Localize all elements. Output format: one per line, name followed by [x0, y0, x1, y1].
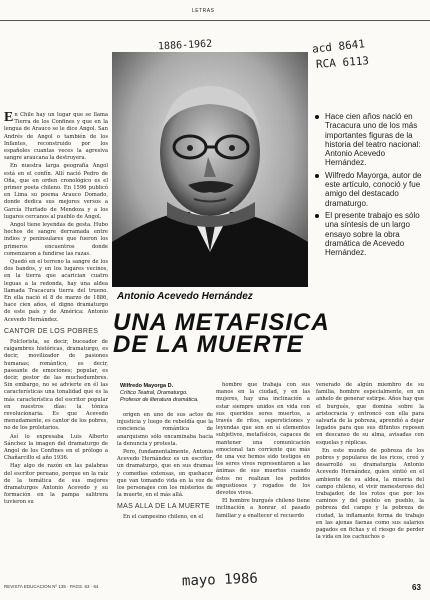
article-column-3: hombre que trabaja con sus manos en la ciudad, y en las mujeres, hay una inclinación a estar siempre unidos en vida con sus queridos seres muertos, a través de ritos, supersticiones y leyendas que son en sí elementos subjetivos, metafísicos, capaces de mantener una comunicación emocional tan corriente que más de una vez hemos sido testigos en los seres vivos representaron a las ánimas de sus muertos cuando éstos no realizan los pedidos angustiosos y rogados de los devotos vivos. El hombre burgués chileno tiene inclinación a honrar el pasado familiar y a enaltecer el recuerdo: [216, 382, 310, 519]
article-column-4: venerado de algún miembro de su familia, hombre especialmente, en un anhelo de generar estirpe. Años hay que el burgués, que domina sobre la aristocracia y entroncó con ella para salvarla de la pobreza, aprendió a dejar legados para que sus difuntos reposen en descanso de su alma, avisadas con esquelas y réplicas. En este mundo de pobreza de los pobres y populares de los ricos, creó y desarrolló su dramaturgia Antonio Acevedo Hernández, quien sintió en el ambiente de su aldea, la miseria del campo chileno, el vivir menesteroso del trabajador, de los rotos que por los caminos y del pueblo en pueblo, la pobreza del campo y la pobreza de ciudad, la inflamante forma de trabajo en las ajenas faenas como sus salarios pagados en fichas y el riesgo de perder la vida en los cachuchos o: [316, 382, 424, 541]
section-subhead: MAS ALLA DE LA MUERTE: [117, 503, 210, 511]
footer-text: REVISTA EDUCACION Nº 135 · PAGS. 63 · 64: [4, 584, 99, 589]
headline-line-2: DE LA MUERTE: [113, 331, 304, 358]
page-header: [0, 0, 430, 21]
byline: [120, 383, 199, 404]
handwritten-code-2: RCA 6113: [315, 54, 370, 71]
bullet-icon: [315, 174, 319, 178]
handwritten-years: 1886-1962: [157, 38, 213, 53]
handwritten-date: mayo 1986: [181, 570, 259, 590]
author-role: Profesor de literatura dramática.: [120, 397, 199, 403]
page-number: 63: [412, 583, 421, 592]
author-role: Crítico Teatral, Dramaturgo.: [120, 390, 188, 396]
bullet-icon: [315, 115, 319, 119]
bullet-icon: [315, 214, 319, 218]
article-headline: [113, 309, 413, 358]
portrait-photo: [112, 52, 308, 287]
headline-line-1: UNA METAFISICA: [113, 309, 330, 336]
highlights-box: [315, 112, 423, 260]
author-name: Wilfredo Mayorga D.: [120, 383, 174, 389]
article-column-1: En Chile hay un lugar que se llama Tierra de los Confines y que en la lengua de Arauco se le dice Angol. San Andrés de Angol o también de los Infantes, reconstruido por los españoles cuantas veces la agresiva sangre araucana la destruyera. En nuestra larga geografía Angol está en el confín. Allí nació Pedro de Oña, que en orden cronológico es el primer poeta chileno. En 1596 publicó en Lima su poema Arauco Domado, donde dedica sus mejores versos a García Hurtado de Mendoza y a los lugares cercanos al pueblo de Angol. Angol tiene leyendas de gesta. Hubo hechos de sangre derramada entre indios y peninsulares que fueron los primeros encuentros donde comenzaron a fundirse las razas. Quedó en el terreno la sangre de los dos bandos, y en los lugares vecinos, en la tierra que acarician cuatro leguas a la redonda, hay una aldea llamada Tracacura tierra del trueno. En ella nació el 8 de marzo de 1886, hace cien años, el digno dramaturgo de este país y de América: Antonio Acevedo Hernández. CANTOR DE LOS POBRES Folclorista, se decir, buceador de raigambres históricas, dramaturgo, es decir, movilizador de pasiones humanas; romántico, es decir, paseante de emociones; popular, es decir, gestor de las muchedumbres. Sin embargo, no se advierte en él las características una tonalidad que es la más característica del escritor popular en nuestros días: la tónica revolucionaria. Es que Acevedo menudamente, es cantor de los pobres, no de los proletarios. Así lo expresaba Luis Alberto Sánchez la imagen del dramaturgo de Angol de los Confines en el prólogo a Chañarcillo el año 1936. Hay algo de razón en las palabras del escritor peruano, porque en la raíz de la temática de sus mejores dramaturgos Antonio Acevedo y su formación en la pampa salitrera tuvieron su: [4, 110, 108, 506]
highlight-item: Hace cien años nació en Tracacura uno de los más importantes figuras de la historia del teatro nacional: Antonio Acevedo Hernández.: [315, 112, 423, 168]
section-subhead: CANTOR DE LOS POBRES: [4, 327, 99, 335]
photo-caption: Antonio Acevedo Hernández: [117, 291, 253, 302]
article-column-2: origen en uno de sus actos de injusticia y luego de rebeldía que la conciencia romántica de anarquismo sólo encaminaba hacia la denuncia y protesta. Pero, fundamentalmente, Antonio Acevedo Hernández es un escritor, un dramaturgo, que en sus dramas y comedias extensas, un quehacer que van tomando vida en la voz de los personajes con los misterios de la muerte, en el más allá. MAS ALLA DE LA MUERTE En el campesino chileno, en el: [117, 412, 213, 521]
handwritten-code-1: acd 8641: [311, 37, 366, 56]
drop-cap: E: [4, 110, 14, 125]
highlight-item: Wilfredo Mayorga, autor de este artículo, conoció y fue amigo del destacado dramaturgo.: [315, 171, 423, 208]
section-label: LETRAS: [192, 8, 215, 14]
highlight-item: El presente trabajo es sólo una síntesis de un largo ensayo sobre la obra dramática de Acevedo Hernández.: [315, 211, 423, 257]
